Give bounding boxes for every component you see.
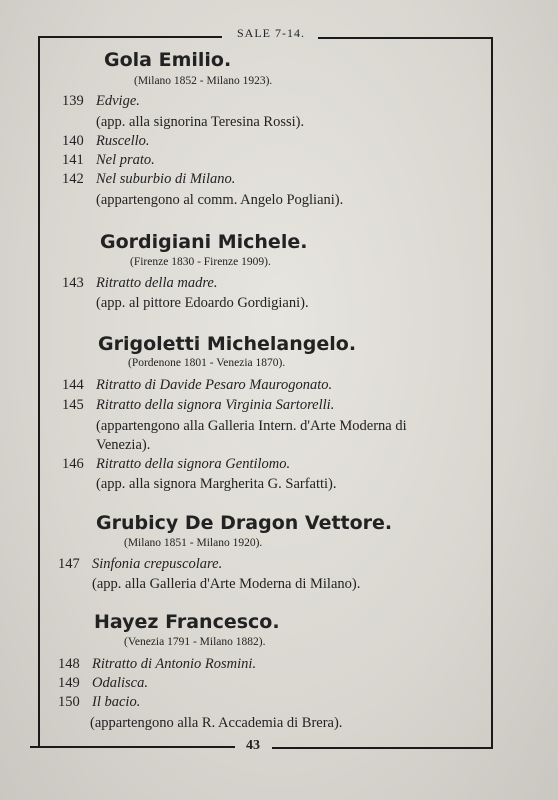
work-entry: [62, 377, 332, 394]
work-number: 144: [62, 377, 84, 393]
artist-dates: (Milano 1852 - Milano 1923).: [134, 75, 273, 87]
work-number: 141: [62, 152, 84, 168]
work-owner-note: (appartengono al comm. Angelo Pogliani).: [96, 192, 344, 208]
work-entry: [62, 152, 155, 169]
artist-dates: (Firenze 1830 - Firenze 1909).: [130, 256, 271, 268]
work-title: Nel suburbio di Milano.: [96, 171, 236, 187]
work-number: 147: [58, 556, 80, 572]
artist-name: Gola Emilio.: [104, 49, 232, 71]
artist-name: Hayez Francesco.: [94, 611, 280, 633]
work-title: Ritratto della madre.: [96, 275, 218, 291]
work-title: Ritratto di Antonio Rosmini.: [92, 656, 257, 672]
work-number: 139: [62, 93, 84, 109]
work-owner-note: (app. alla signora Margherita G. Sarfatti).: [96, 476, 337, 492]
work-entry: [62, 93, 140, 110]
artist-name: Grubicy De Dragon Vettore.: [96, 512, 393, 534]
work-number: 149: [58, 675, 80, 691]
work-entry: [62, 171, 235, 188]
artist-name: Grigoletti Michelangelo.: [98, 333, 357, 355]
work-owner-note: (appartengono alla R. Accademia di Brera).: [90, 715, 343, 731]
work-owner-note: (app. alla Galleria d'Arte Moderna di Milano).: [92, 576, 361, 592]
work-entry: [58, 656, 256, 673]
work-title: Ritratto della signora Gentilomo.: [96, 456, 291, 472]
work-entry: [62, 397, 334, 414]
work-number: 140: [62, 133, 84, 149]
work-title: Sinfonia crepuscolare.: [92, 556, 223, 572]
work-title: Edvige.: [96, 93, 140, 109]
work-owner-note: Venezia).: [96, 437, 151, 453]
work-title: Odalisca.: [92, 675, 148, 691]
work-entry: [62, 456, 290, 473]
work-owner-note: (app. alla signorina Teresina Rossi).: [96, 114, 305, 130]
header-label: SALE 7-14.: [237, 26, 305, 40]
work-number: 142: [62, 171, 84, 187]
artist-dates: (Venezia 1791 - Milano 1882).: [124, 636, 266, 648]
work-entry: [62, 133, 150, 150]
artist-name: Gordigiani Michele.: [100, 231, 308, 253]
work-number: 150: [58, 694, 80, 710]
work-entry: [58, 556, 222, 573]
work-owner-note: (appartengono alla Galleria Intern. d'Arte Moderna di: [96, 418, 407, 434]
work-number: 148: [58, 656, 80, 672]
work-title: Nel prato.: [96, 152, 155, 168]
work-number: 146: [62, 456, 84, 472]
artist-dates: (Milano 1851 - Milano 1920).: [124, 537, 263, 549]
work-number: 143: [62, 275, 84, 291]
page-number: 43: [246, 738, 260, 753]
work-entry: [58, 675, 148, 692]
work-title: Ruscello.: [96, 133, 150, 149]
work-number: 145: [62, 397, 84, 413]
work-title: Ritratto di Davide Pesaro Maurogonato.: [96, 377, 333, 393]
work-title: Il bacio.: [92, 694, 141, 710]
work-title: Ritratto della signora Virginia Sartorelli.: [96, 397, 335, 413]
work-entry: [58, 694, 140, 711]
work-entry: [62, 275, 218, 292]
work-owner-note: (app. al pittore Edoardo Gordigiani).: [96, 295, 309, 311]
artist-dates: (Pordenone 1801 - Venezia 1870).: [128, 357, 286, 369]
